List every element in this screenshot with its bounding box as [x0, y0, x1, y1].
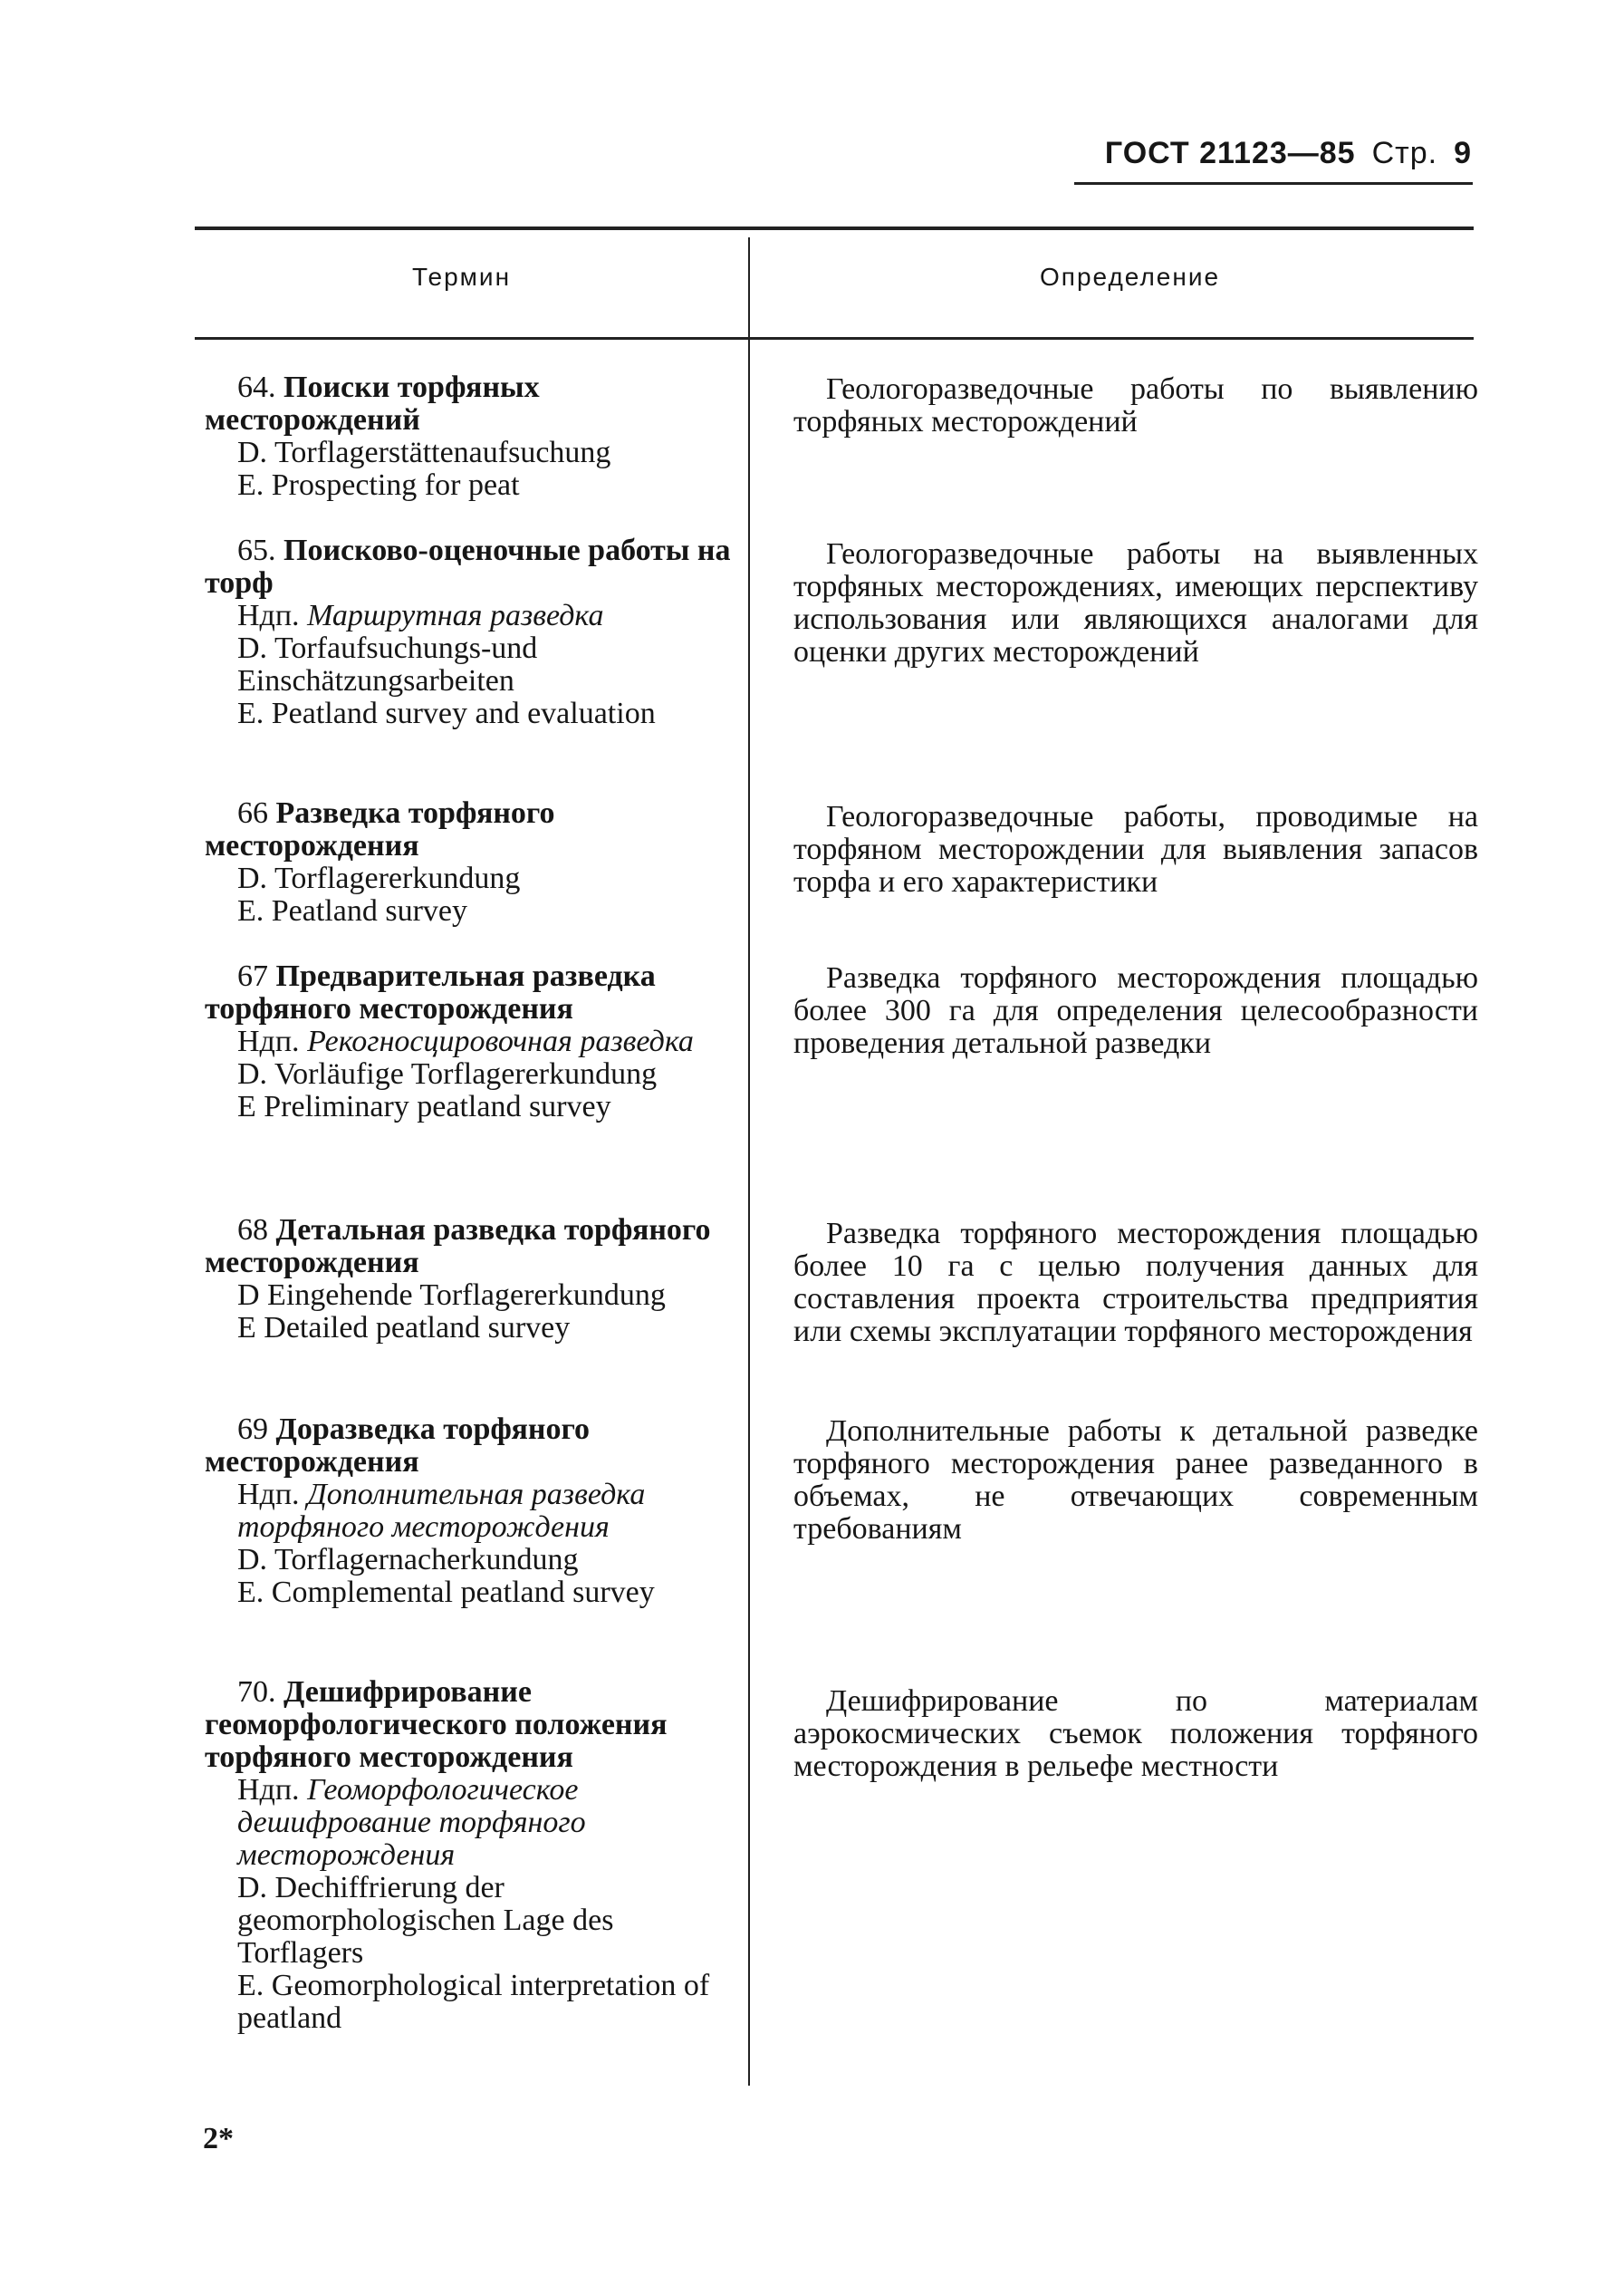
definition-69: Дополнительные работы к детальной разведке торфяного месторождения ранее разведанного в объемах, не отвечающих современным требованиям: [793, 1414, 1478, 1546]
term-entry-66: [205, 797, 732, 928]
term-number: 67: [237, 959, 268, 993]
column-divider: [748, 237, 750, 2086]
term-german: D. Vorläufige Torflagererkundung: [237, 1057, 658, 1091]
table-top-rule: [195, 227, 1474, 230]
term-english: E Detailed peatland survey: [237, 1311, 571, 1345]
page-footnote: 2*: [203, 2122, 234, 2155]
term-ndp: [205, 1479, 732, 1544]
term-number: 69: [237, 1412, 268, 1446]
header-underline: [1074, 182, 1473, 185]
term-name: Доразведка торфяного месторождения: [205, 1412, 591, 1479]
term-entry-70: [205, 1676, 732, 2035]
term-title: [205, 960, 732, 1026]
term-entry-64: [205, 371, 732, 502]
column-header-definitions: Определение: [1040, 263, 1221, 291]
term-english: E. Prospecting for peat: [237, 468, 520, 502]
term-name: Дешифрирование геоморфологического положения торфяного месторождения: [205, 1675, 668, 1774]
term-number: 66: [237, 796, 268, 830]
term-name: Поисково-оценочные работы на торф: [205, 534, 731, 600]
term-number: 64.: [237, 371, 276, 404]
term-german: D. Torflagererkundung: [237, 862, 521, 895]
term-ndp: [205, 1774, 732, 1872]
ndp-value: Рекогносцировочная разведка: [307, 1025, 694, 1058]
standard-number: ГОСТ 21123—85: [1104, 136, 1356, 170]
definition-70: Дешифрирование по материалам аэрокосмических съемок положения торфяного месторождения в рельефе местности: [793, 1684, 1478, 1783]
term-title: [205, 1214, 732, 1279]
definition-66: Геологоразведочные работы, проводимые на торфяном месторождении для выявления запасов торфа и его характеристики: [793, 800, 1478, 899]
definition-65: Геологоразведочные работы на выявленных торфяных месторождениях, имеющих перспективу использования или являющихся аналогами для оценки других месторождений: [793, 537, 1478, 669]
term-number: 70.: [237, 1675, 276, 1709]
term-number: 65.: [237, 534, 276, 567]
definition-67: Разведка торфяного месторождения площадью более 300 га для определения целесообразности проведения детальной разведки: [793, 961, 1478, 1060]
term-name: Поиски торфяных месторождений: [205, 371, 540, 437]
term-german: D. Torflagernacherkundung: [237, 1543, 579, 1576]
term-entry-69: [205, 1413, 732, 1609]
term-name: Детальная разведка торфяного месторождения: [205, 1213, 711, 1279]
term-ndp: [205, 600, 732, 632]
ndp-label: Ндп.: [237, 1025, 300, 1058]
term-title: [205, 797, 732, 863]
ndp-value: Геоморфологическое дешифрование торфяного месторождения: [237, 1773, 586, 1872]
term-english: E. Peatland survey: [237, 894, 467, 928]
page-number: 9: [1454, 136, 1472, 170]
ndp-label: Ндп.: [237, 1478, 300, 1511]
term-english: E. Complemental peatland survey: [237, 1576, 655, 1609]
column-header-terms: Термин: [412, 263, 512, 291]
ndp-label: Ндп.: [237, 1773, 300, 1807]
page-label: Стр.: [1371, 136, 1438, 170]
term-german: D. Torflagerstättenaufsuchung: [237, 436, 611, 469]
term-title: [205, 535, 732, 600]
term-english: E. Peatland survey and evaluation: [237, 697, 656, 730]
term-german: D. Torfaufsuchungs-und Einschätzungsarbeiten: [237, 631, 538, 698]
term-title: [205, 371, 732, 437]
term-entry-65: [205, 535, 732, 730]
term-number: 68: [237, 1213, 268, 1247]
ndp-label: Ндп.: [237, 599, 300, 632]
term-english: E. Geomorphological interpretation of peatland: [237, 1969, 710, 2035]
term-title: [205, 1413, 732, 1479]
definition-68: Разведка торфяного месторождения площадью более 10 га с целью получения данных для составления проекта строительства предприятия или схемы эксплуатации торфяного месторождения: [793, 1217, 1478, 1348]
term-german: D. Dechiffrierung der geomorphologischen Lage des Torflagers: [237, 1871, 614, 1970]
table-header-rule: [195, 337, 1474, 340]
definition-64: Геологоразведочные работы по выявлению торфяных месторождений: [793, 372, 1478, 439]
term-english: E Preliminary peatland survey: [237, 1090, 611, 1123]
ndp-value: Маршрутная разведка: [307, 599, 604, 632]
term-entry-68: [205, 1214, 732, 1345]
page-header: [1105, 136, 1472, 171]
term-entry-67: [205, 960, 732, 1123]
term-name: Предварительная разведка торфяного месторождения: [205, 959, 656, 1026]
term-ndp: [205, 1026, 732, 1058]
ndp-value: Дополнительная разведка торфяного месторождения: [237, 1478, 646, 1544]
term-title: [205, 1676, 732, 1774]
term-german: D Eingehende Torflagererkundung: [237, 1278, 666, 1312]
term-name: Разведка торфяного месторождения: [205, 796, 555, 863]
